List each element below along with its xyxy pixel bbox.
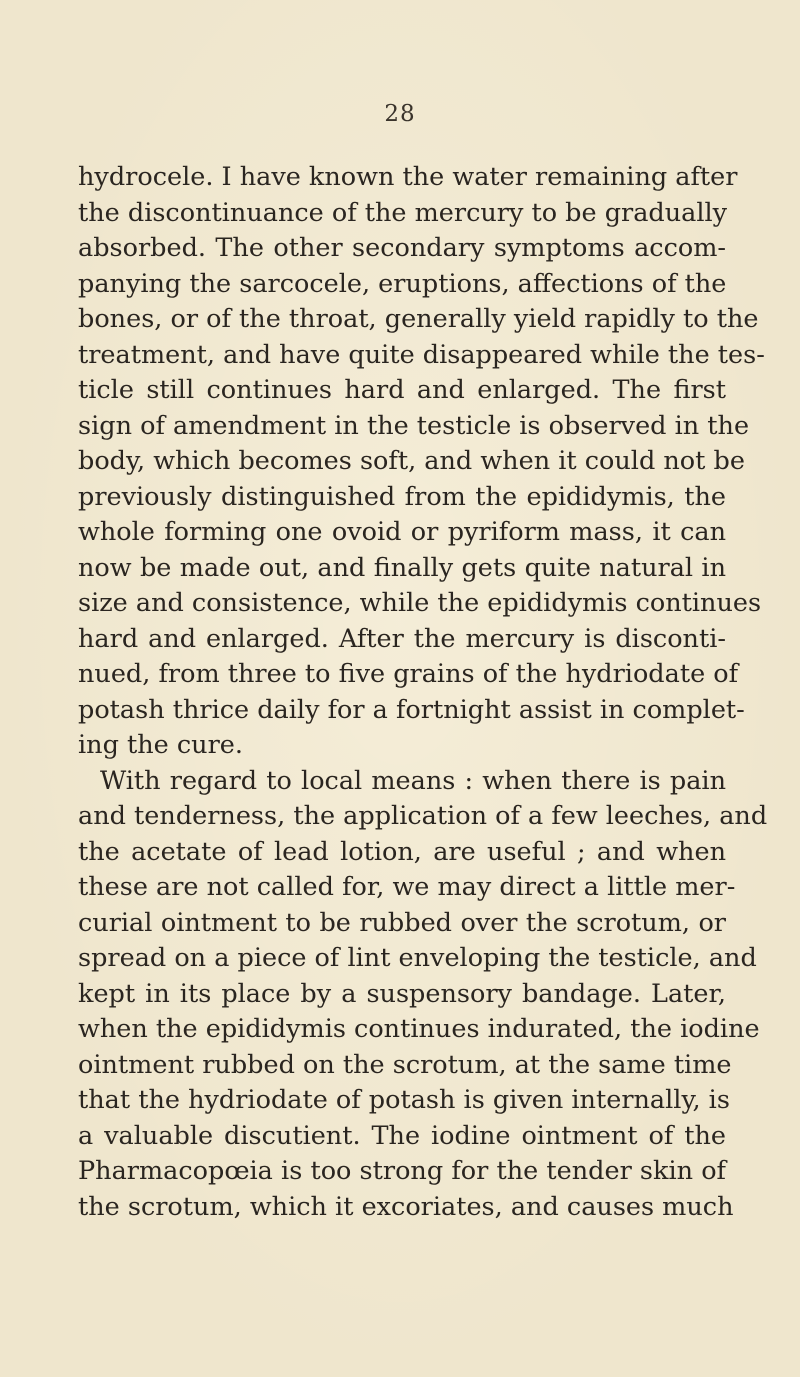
text-line: ing the cure. bbox=[78, 730, 243, 760]
text-line: a valuable discutient. The iodine ointment of the bbox=[78, 1120, 726, 1151]
page-number: 28 bbox=[384, 101, 416, 127]
text-line: these are not called for, we may direct a little mer- bbox=[78, 872, 736, 902]
body-text bbox=[78, 160, 768, 1225]
text-line: Pharmacopœia is too strong for the tender skin of bbox=[78, 1156, 726, 1186]
text-line: previously distinguished from the epididymis, the bbox=[78, 481, 726, 512]
text-line: panying the sarcocele, eruptions, affections of the bbox=[78, 268, 727, 299]
text-line: when the epididymis continues indurated, the iodine bbox=[78, 1014, 760, 1044]
text-line: the discontinuance of the mercury to be gradually bbox=[78, 197, 728, 228]
text-line: now be made out, and finally gets quite natural in bbox=[78, 552, 726, 583]
text-line: nued, from three to five grains of the hydriodate of bbox=[78, 659, 739, 689]
text-line: the acetate of lead lotion, are useful ; and when bbox=[78, 836, 726, 867]
text-line: and tenderness, the application of a few leeches, and bbox=[78, 801, 768, 831]
text-line: sign of amendment in the testicle is observed in the bbox=[78, 410, 750, 441]
text-line: kept in its place by a suspensory bandage. Later, bbox=[78, 978, 726, 1009]
text-line: whole forming one ovoid or pyriform mass, it can bbox=[78, 517, 726, 547]
text-line: potash thrice daily for a fortnight assist in complet- bbox=[78, 694, 745, 725]
text-line: treatment, and have quite disappeared while the tes- bbox=[78, 339, 765, 370]
text-line: With regard to local means : when there is pain bbox=[100, 765, 726, 796]
text-line: the scrotum, which it excoriates, and causes much bbox=[78, 1191, 734, 1222]
text-line: hard and enlarged. After the mercury is disconti- bbox=[78, 623, 726, 654]
text-line: absorbed. The other secondary symptoms accom- bbox=[78, 233, 726, 263]
text-line: spread on a piece of lint enveloping the testicle, and bbox=[78, 943, 757, 973]
text-line: size and consistence, while the epididymis continues bbox=[78, 588, 762, 618]
text-line: body, which becomes soft, and when it could not be bbox=[78, 446, 745, 476]
text-line: ointment rubbed on the scrotum, at the same time bbox=[78, 1049, 732, 1080]
text-line: bones, or of the throat, generally yield rapidly to the bbox=[78, 304, 759, 334]
text-line: that the hydriodate of potash is given internally, is bbox=[78, 1085, 730, 1115]
text-line: hydrocele. I have known the water remaining after bbox=[78, 162, 738, 192]
text-line: curial ointment to be rubbed over the scrotum, or bbox=[78, 907, 726, 938]
text-line: ticle still continues hard and enlarged. The first bbox=[78, 375, 726, 405]
